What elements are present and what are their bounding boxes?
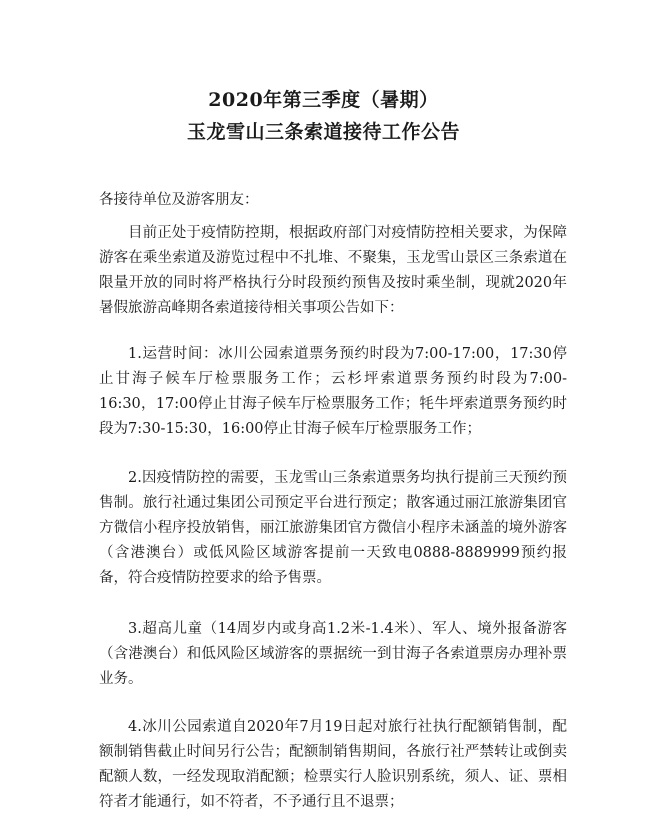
item-operating-hours: 1.运营时间：冰川公园索道票务预约时段为7:00-17:00，17:30停止甘海子候车厅检票服务工作；云杉坪索道票务预约时段为7:00-16:30，17:00停止甘海子候车厅检票服务工作；牦牛坪索道票务预约时段为7:30-15:30，16:00停止甘海子候车厅检票服务工作； [99,346,567,437]
greeting: 各接待单位及游客朋友： [99,192,259,208]
notice-title-line1: 2020年第三季度（暑期） [208,89,439,111]
notice-title-line2: 玉龙雪山三条索道接待工作公告 [186,121,460,143]
intro-paragraph: 目前正处于疫情防控期，根据政府部门对疫情防控相关要求，为保障游客在乘坐索道及游览过程中不扎堆、不聚集，玉龙雪山景区三条索道在限量开放的同时将严格执行分时段预约预售及按时乘坐制，现就2020年暑假旅游高峰期各索道接待相关事项公告如下： [99,225,567,316]
item-supplementary-tickets: 3.超高儿童（14周岁内或身高1.2米-1.4米）、军人、境外报备游客（含港澳台）和低风险区域游客的票据统一到甘海子各索道票房办理补票业务。 [99,621,567,687]
item-presale: 2.因疫情防控的需要，玉龙雪山三条索道票务均执行提前三天预约预售制。旅行社通过集团公司预定平台进行预定；散客通过丽江旅游集团官方微信小程序投放销售，丽江旅游集团官方微信小程序未涵盖的境外游客（含港澳台）或低风险区域游客提前一天致电0888-8889999预约报备，符合疫情防控要求的给予售票。 [99,470,567,586]
item-quota-sales: 4.冰川公园索道自2020年7月19日起对旅行社执行配额销售制，配额制销售截止时间另行公告；配额制销售期间，各旅行社严禁转让或倒卖配额人数，一经发现取消配额；检票实行人脸识别系统，须人、证、票相符者才能通行，如不符者，不予通行且不退票； [99,719,567,810]
